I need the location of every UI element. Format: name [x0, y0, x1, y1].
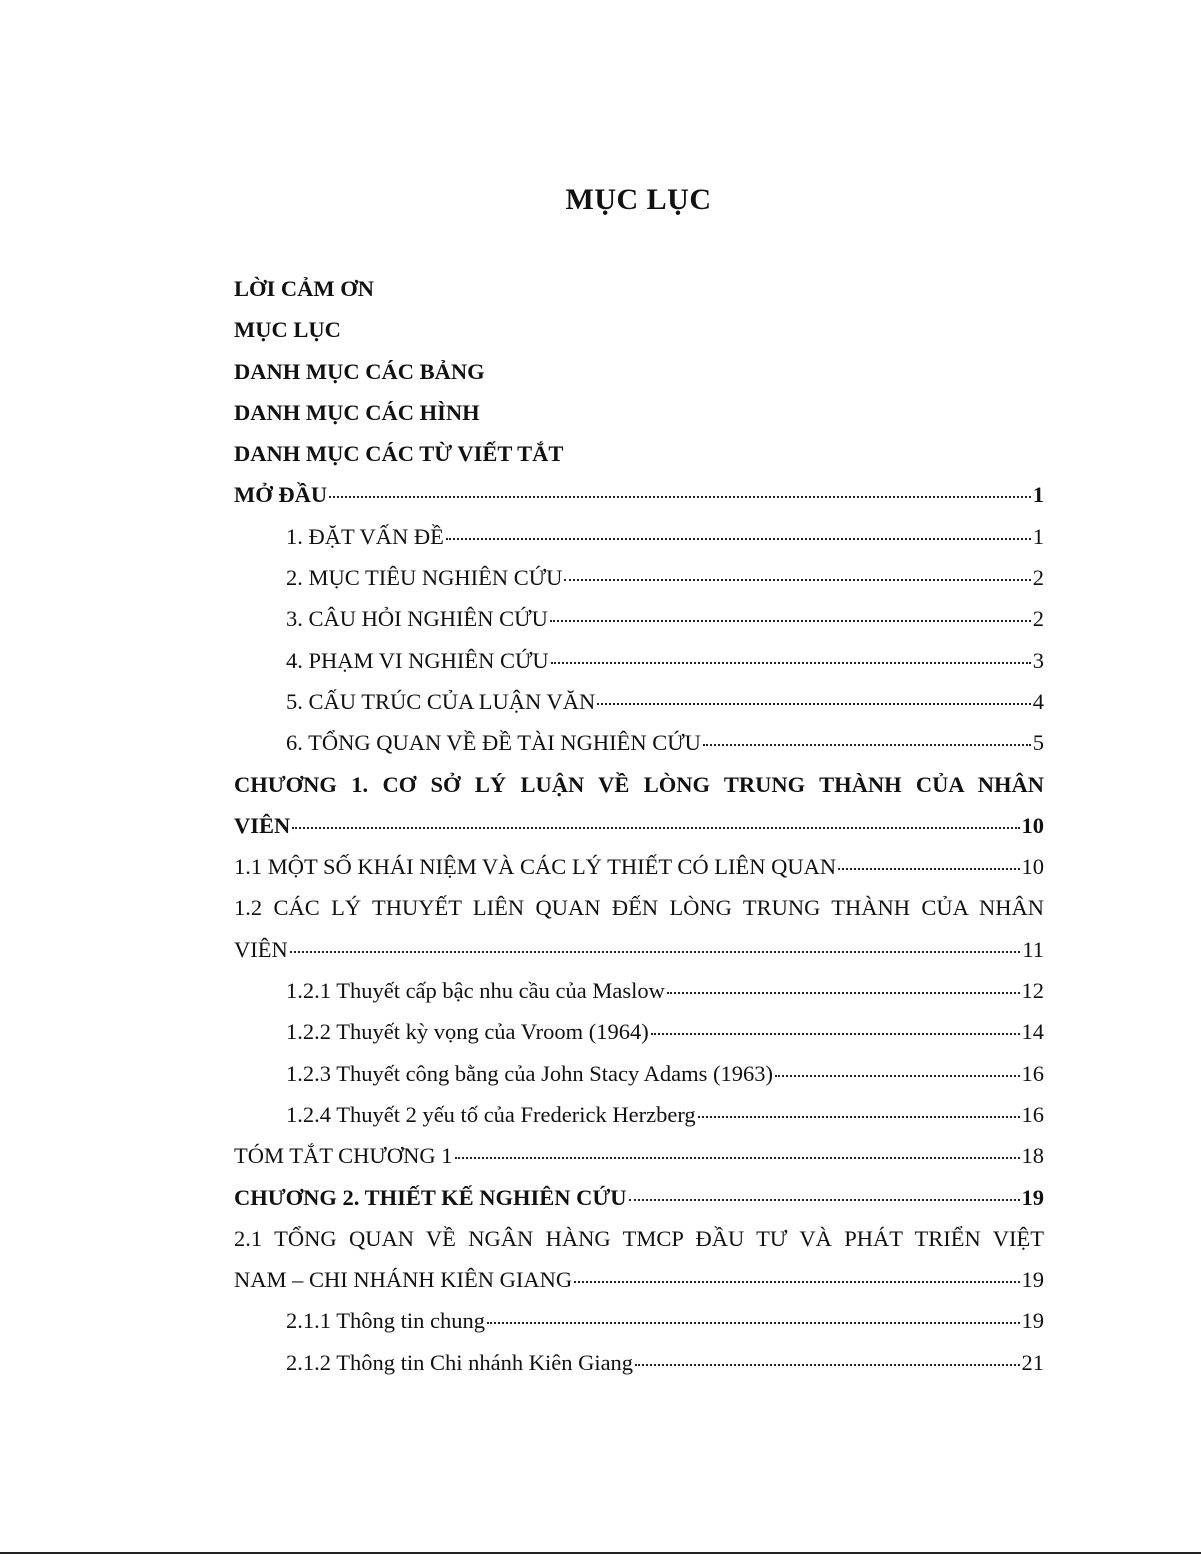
toc-entry-text: VIÊN: [234, 812, 291, 838]
toc-entry-text: VIÊN: [234, 936, 288, 962]
toc-entry-text: CHƯƠNG 1. CƠ SỞ LÝ LUẬN VỀ LÒNG TRUNG THÀNH CỦA NHÂN: [234, 771, 1044, 797]
dot-leader: [574, 1281, 1019, 1283]
toc-page-number: 1: [1032, 482, 1044, 508]
toc-entry-text: 2. MỤC TIÊU NGHIÊN CỨU: [286, 565, 563, 591]
toc-page-number: 19: [1021, 1308, 1044, 1334]
dot-leader: [597, 703, 1031, 705]
toc-entry-2-1-2[interactable]: [234, 1342, 1044, 1383]
toc-page-number: 16: [1021, 1060, 1044, 1086]
toc-entry-text: 1. ĐẶT VẤN ĐỀ: [286, 523, 444, 549]
toc-entry-text: 1.2 CÁC LÝ THUYẾT LIÊN QUAN ĐẾN LÒNG TRUNG THÀNH CỦA NHÂN: [234, 895, 1044, 921]
toc-entry-2-1-1[interactable]: [234, 1300, 1044, 1341]
toc-page-number: 21: [1021, 1349, 1044, 1375]
toc-entry-dat-van-de[interactable]: [234, 516, 1044, 557]
toc-page-number: 11: [1022, 936, 1044, 962]
toc-entry-2-1-line-2[interactable]: [234, 1259, 1044, 1300]
toc-entry-1-2-1[interactable]: [234, 970, 1044, 1011]
toc-entry-tom-tat-chuong-1[interactable]: [234, 1135, 1044, 1176]
dot-leader: [667, 992, 1020, 994]
toc-entry-chuong-1-line-2[interactable]: [234, 805, 1044, 846]
toc-entry-text: 2.1.1 Thông tin chung: [286, 1308, 485, 1334]
toc-entry-text: DANH MỤC CÁC BẢNG: [234, 358, 485, 384]
toc-entry-cau-truc[interactable]: [234, 681, 1044, 722]
toc-entry-text: 2.1 TỔNG QUAN VỀ NGÂN HÀNG TMCP ĐẦU TƯ VÀ PHÁT TRIỂN VIỆT: [234, 1225, 1044, 1251]
toc-entry-pham-vi[interactable]: [234, 640, 1044, 681]
dot-leader: [329, 496, 1031, 498]
dot-leader: [564, 579, 1030, 581]
toc-entry-danh-muc-hinh[interactable]: [234, 392, 1044, 433]
toc-entry-tong-quan-de-tai[interactable]: [234, 722, 1044, 763]
toc-page-number: 4: [1032, 688, 1044, 714]
toc-entry-text: TÓM TẮT CHƯƠNG 1: [234, 1143, 453, 1169]
dot-leader: [629, 1199, 1020, 1201]
dot-leader: [446, 538, 1031, 540]
toc-entry-danh-muc-bang[interactable]: [234, 351, 1044, 392]
toc-entry-text: 1.1 MỘT SỐ KHÁI NIỆM VÀ CÁC LÝ THIẾT CÓ LIÊN QUAN: [234, 854, 837, 880]
toc-entry-text: 1.2.3 Thuyết công bằng của John Stacy Adams (1963): [286, 1060, 774, 1086]
dot-leader: [651, 1033, 1020, 1035]
toc-page-number: 1: [1032, 523, 1044, 549]
toc-entry-1-1[interactable]: [234, 846, 1044, 887]
toc-entry-1-2-line-1[interactable]: [234, 887, 1044, 928]
toc-entry-text: 4. PHẠM VI NGHIÊN CỨU: [286, 647, 549, 673]
toc-entry-text: 5. CẤU TRÚC CỦA LUẬN VĂN: [286, 688, 596, 714]
toc-entry-text: 6. TỔNG QUAN VỀ ĐỀ TÀI NGHIÊN CỨU: [286, 730, 701, 756]
toc-entry-muc-luc[interactable]: [234, 309, 1044, 350]
toc-entry-text: NAM – CHI NHÁNH KIÊN GIANG: [234, 1267, 573, 1293]
dot-leader: [775, 1075, 1019, 1077]
toc-page-number: 2: [1032, 565, 1044, 591]
toc-entry-text: MỤC LỤC: [234, 317, 341, 343]
dot-leader: [292, 827, 1019, 829]
toc-entry-text: MỞ ĐẦU: [234, 482, 328, 508]
dot-leader: [455, 1157, 1020, 1159]
table-of-contents: [234, 268, 1044, 1383]
toc-entry-1-2-line-2[interactable]: [234, 929, 1044, 970]
dot-leader: [487, 1322, 1020, 1324]
toc-page-number: 19: [1021, 1184, 1044, 1210]
toc-entry-mo-dau[interactable]: [234, 474, 1044, 515]
toc-entry-text: DANH MỤC CÁC HÌNH: [234, 399, 480, 425]
dot-leader: [290, 951, 1021, 953]
toc-entry-chuong-1-line-1[interactable]: [234, 764, 1044, 805]
toc-entry-text: 3. CÂU HỎI NGHIÊN CỨU: [286, 606, 548, 632]
dot-leader: [698, 1116, 1020, 1118]
toc-entry-loi-cam-on[interactable]: [234, 268, 1044, 309]
toc-page-number: 19: [1021, 1267, 1044, 1293]
toc-entry-cau-hoi[interactable]: [234, 598, 1044, 639]
toc-page-number: 14: [1021, 1019, 1044, 1045]
dot-leader: [550, 620, 1031, 622]
toc-page-number: 18: [1021, 1143, 1044, 1169]
dot-leader: [635, 1364, 1019, 1366]
toc-entry-2-1-line-1[interactable]: [234, 1218, 1044, 1259]
toc-page-number: 16: [1021, 1101, 1044, 1127]
toc-entry-text: CHƯƠNG 2. THIẾT KẾ NGHIÊN CỨU: [234, 1184, 627, 1210]
dot-leader: [551, 662, 1031, 664]
toc-entry-text: DANH MỤC CÁC TỪ VIẾT TẮT: [234, 441, 564, 467]
toc-entry-text: 1.2.4 Thuyết 2 yếu tố của Frederick Herzberg: [286, 1101, 696, 1127]
toc-page-number: 2: [1032, 606, 1044, 632]
toc-page-number: 10: [1021, 812, 1044, 838]
toc-entry-danh-muc-viet-tat[interactable]: [234, 433, 1044, 474]
toc-entry-1-2-4[interactable]: [234, 1094, 1044, 1135]
toc-entry-1-2-3[interactable]: [234, 1053, 1044, 1094]
toc-entry-chuong-2[interactable]: [234, 1177, 1044, 1218]
toc-page-number: 3: [1032, 647, 1044, 673]
toc-entry-text: 1.2.2 Thuyết kỳ vọng của Vroom (1964): [286, 1019, 649, 1045]
toc-entry-text: 2.1.2 Thông tin Chi nhánh Kiên Giang: [286, 1349, 634, 1375]
toc-page-number: 12: [1021, 978, 1044, 1004]
toc-entry-text: LỜI CẢM ƠN: [234, 276, 374, 301]
dot-leader: [703, 744, 1031, 746]
page-title: MỤC LỤC: [565, 183, 712, 216]
toc-page-number: 5: [1032, 730, 1044, 756]
dot-leader: [838, 868, 1019, 870]
toc-entry-muc-tieu[interactable]: [234, 557, 1044, 598]
toc-page-number: 10: [1021, 854, 1044, 880]
toc-entry-text: 1.2.1 Thuyết cấp bậc nhu cầu của Maslow: [286, 978, 665, 1004]
toc-entry-1-2-2[interactable]: [234, 1011, 1044, 1052]
